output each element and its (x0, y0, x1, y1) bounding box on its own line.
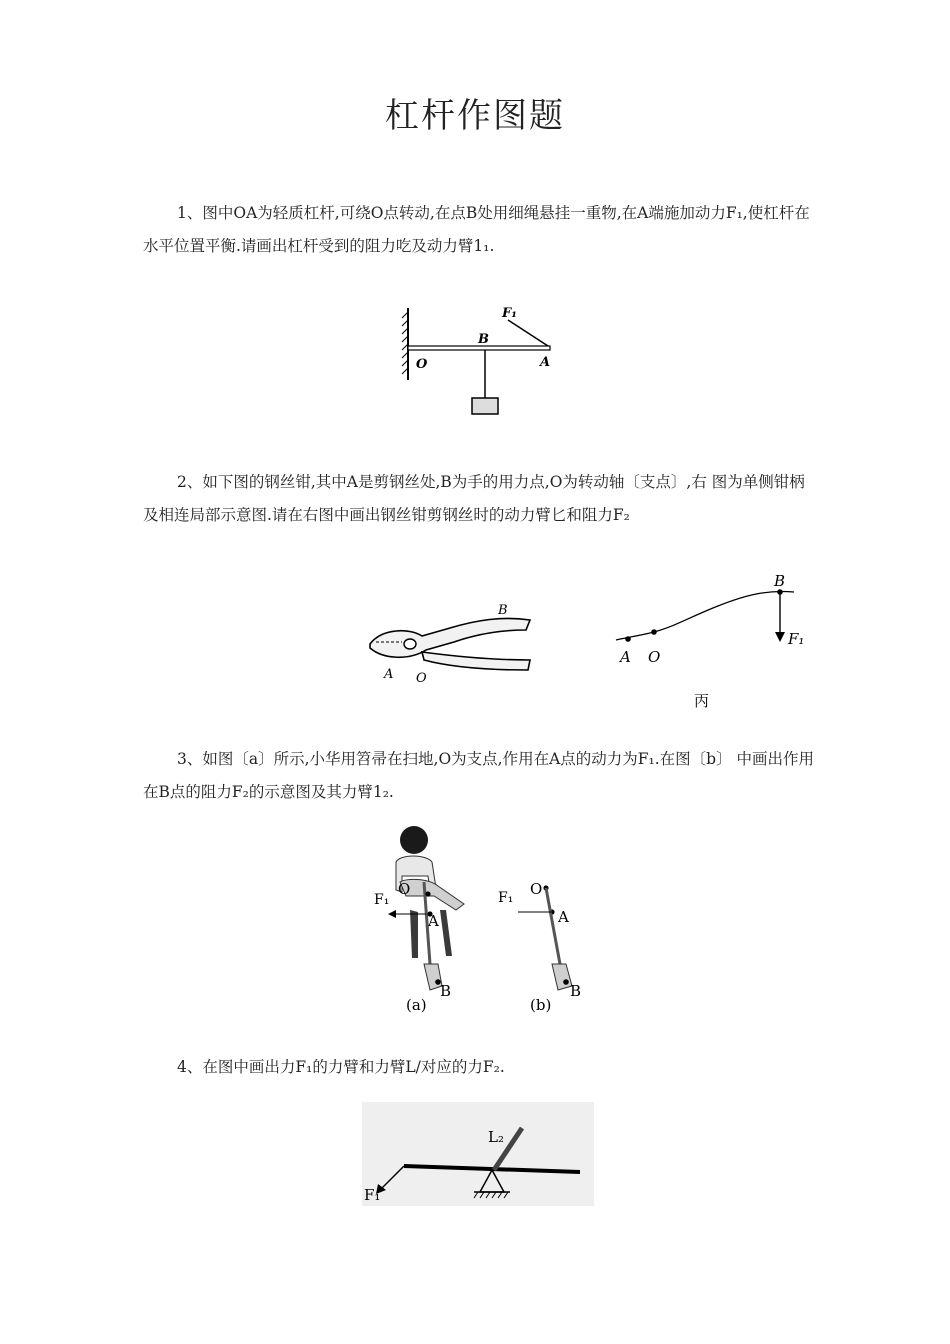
diagram-label-a: A (620, 648, 631, 666)
diagram-label-b: B (774, 572, 786, 590)
a-label-f1: F₁ (374, 892, 390, 908)
b-label-b: B (570, 982, 582, 1000)
pliers-label-b: B (498, 603, 508, 618)
label-b: B (478, 332, 489, 347)
b-label-a: A (558, 908, 569, 926)
figure-2-diagram (608, 568, 820, 714)
caption-b: (b) (530, 996, 552, 1014)
pliers-label-o: O (416, 671, 427, 686)
diagram-label-o: O (648, 648, 661, 666)
figure-1-lever (400, 298, 560, 420)
diagram-label-f1: F₁ (788, 630, 805, 648)
b-label-o: O (530, 880, 543, 898)
question-4-text: 4、在图中画出力F₁的力臂和力臂L/对应的力F₂. (177, 1058, 505, 1076)
a-label-b: B (440, 982, 452, 1000)
figure-4-lever (362, 1102, 594, 1206)
page-title: 杠杆作图题 (385, 96, 565, 136)
figure-caption: 丙 (694, 692, 710, 710)
label-f1: F₁ (502, 306, 517, 321)
label-l2: L₂ (488, 1128, 504, 1146)
pliers-label-a: A (384, 667, 394, 682)
caption-a: (a) (406, 996, 427, 1014)
figure-3-sweeping (366, 818, 596, 1018)
label-f1-q4: F₁ (364, 1186, 381, 1204)
figure-2-pliers (362, 598, 542, 688)
label-o: O (416, 357, 428, 372)
a-label-a: A (428, 912, 439, 930)
a-label-o: O (398, 880, 411, 898)
question-1-text: 1、图中OA为轻质杠杆,可绕O点转动,在点B处用细绳悬挂一重物,在A端施加动力F₁,使杠杆在水平位置平衡.请画出杠杆受到的阻力吃及动力臂1₁. (143, 204, 810, 255)
question-3-text: 3、如图〔a〕所示,小华用笤帚在扫地,O为支点,作用在A点的动力为F₁.在图〔b〕 中画出作用在B点的阻力F₂的示意图及其力臂1₂. (143, 750, 815, 801)
question-2-text: 2、如下图的钢丝钳,其中A是剪钢丝处,B为手的用力点,O为转动轴〔支点〕,右 图为单侧钳柄及相连局部示意图.请在右图中画出钢丝钳剪钢丝时的动力臂匕和阻力F₂ (143, 473, 805, 524)
b-label-f1: F₁ (498, 890, 514, 906)
label-a: A (540, 355, 551, 370)
